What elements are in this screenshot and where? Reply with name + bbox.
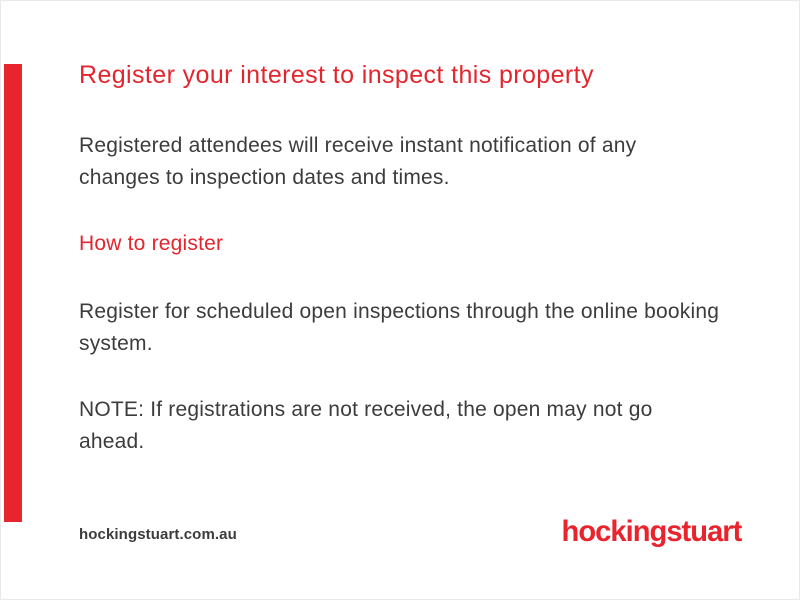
intro-paragraph-line-2: changes to inspection dates and times. — [79, 166, 450, 189]
note-paragraph-line-2: ahead. — [79, 430, 145, 453]
register-instructions-paragraph — [79, 296, 719, 360]
note-paragraph — [79, 394, 652, 458]
website-url: hockingstuart.com.au — [79, 526, 237, 543]
note-paragraph-line-1: NOTE: If registrations are not received, the open may not go — [79, 398, 653, 421]
how-to-register-heading: How to register — [79, 232, 224, 255]
register-instructions-line-1: Register for scheduled open inspections through the online booking — [79, 300, 720, 323]
register-instructions-line-2: system. — [79, 332, 153, 355]
intro-paragraph — [79, 130, 636, 194]
intro-paragraph-line-1: Registered attendees will receive instant notification of any — [79, 134, 637, 157]
red-accent-bar — [4, 64, 22, 522]
hockingstuart-logo: hockingstuart — [561, 515, 741, 548]
page-title: Register your interest to inspect this property — [79, 61, 594, 89]
